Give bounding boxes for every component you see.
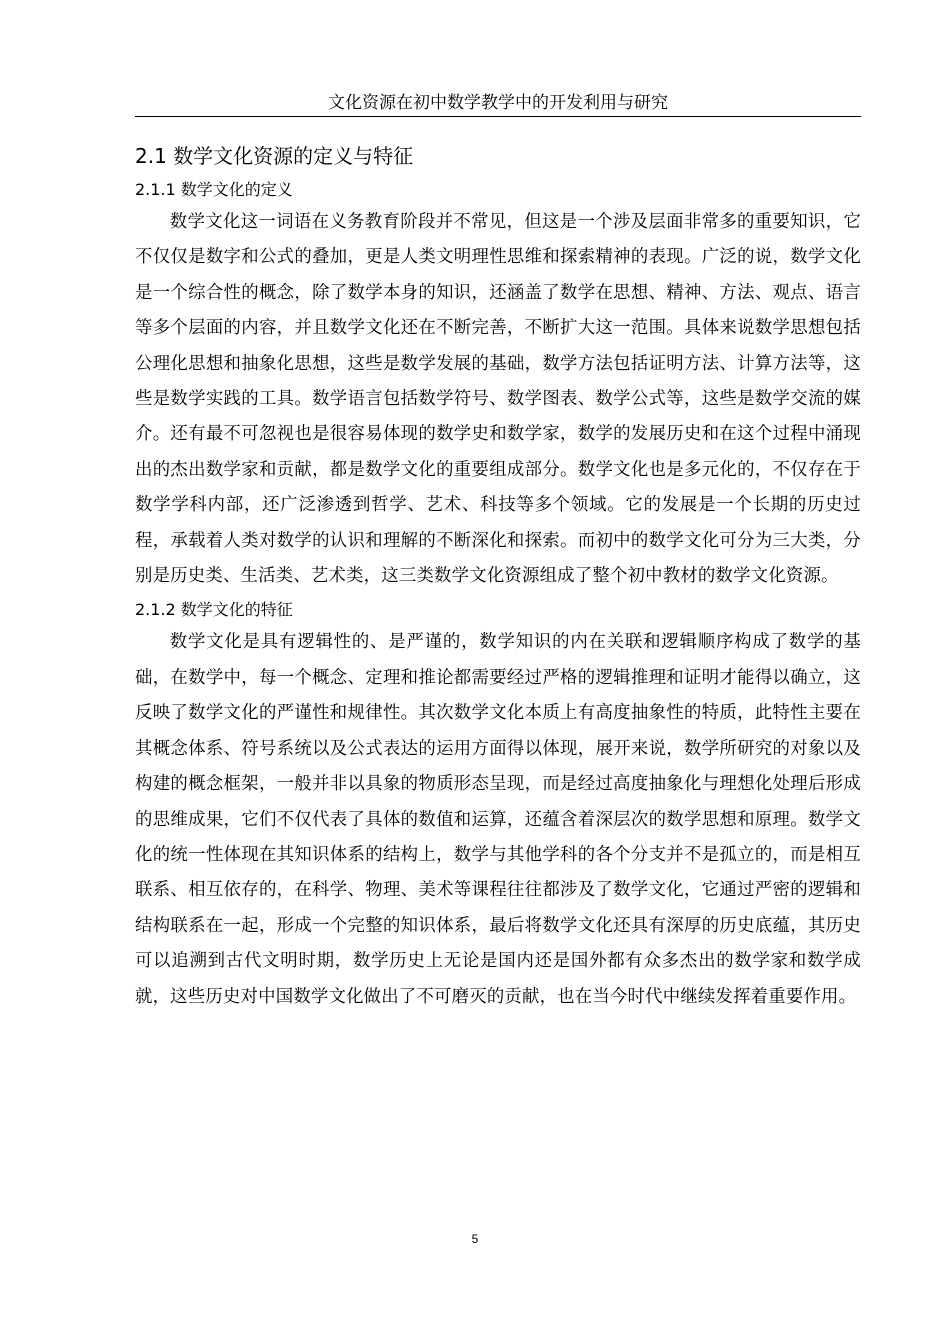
subsection-heading-features: 2.1.2 数学文化的特征: [135, 600, 293, 620]
paragraph-definition: 数学文化这一词语在义务教育阶段并不常见，但这是一个涉及层面非常多的重要知识，它不仅仅是数字和公式的叠加，更是人类文明理性思维和探索精神的表现。广泛的说，数学文化是一个综合性的概念，除了数学本身的知识，还涵盖了数学在思想、精神、方法、观点、语言等多个层面的内容，并且数学文化还在不断完善，不断扩大这一范围。具体来说数学思想包括公理化思想和抽象化思想，这些是数学发展的基础，数学方法包括证明方法、计算方法等，这些是数学实践的工具。数学语言包括数学符号、数学图表、数学公式等，这些是数学交流的媒介。还有最不可忽视也是很容易体现的数学史和数学家，数学的发展历史和在这个过程中涌现出的杰出数学家和贡献，都是数学文化的重要组成部分。数学文化也是多元化的，不仅存在于数学学科内部，还广泛渗透到哲学、艺术、科技等多个领域。它的发展是一个长期的历史过程，承载着人类对数学的认识和理解的不断深化和探索。而初中的数学文化可分为三大类，分别是历史类、生活类、艺术类，这三类数学文化资源组成了整个初中教材的数学文化资源。: [135, 212, 861, 587]
page-content: [135, 142, 861, 1019]
paragraph-features: 数学文化是具有逻辑性的、是严谨的，数学知识的内在关联和逻辑顺序构成了数学的基础，在数学中，每一个概念、定理和推论都需要经过严格的逻辑推理和证明才能得以确立，这反映了数学文化的严谨性和规律性。其次数学文化本质上有高度抽象性的特质，此特性主要在其概念体系、符号系统以及公式表达的运用方面得以体现，展开来说，数学所研究的对象以及构建的概念框架，一般并非以具象的物质形态呈现，而是经过高度抽象化与理想化处理后形成的思维成果，它们不仅代表了具体的数值和运算，还蕴含着深层次的数学思想和原理。数学文化的统一性体现在其知识体系的结构上，数学与其他学科的各个分支并不是孤立的，而是相互联系、相互依存的，在科学、物理、美术等课程往往都涉及了数学文化，它通过严密的逻辑和结构联系在一起，形成一个完整的知识体系，最后将数学文化还具有深厚的历史底蕴，其历史可以追溯到古代文明时期，数学历史上无论是国内还是国外都有众多杰出的数学家和数学成就，这些历史对中国数学文化做出了不可磨灭的贡献，也在当今时代中继续发挥着重要作用。: [135, 632, 861, 1007]
subsection-heading-definition: 2.1.1 数学文化的定义: [135, 180, 293, 199]
section-heading: 2.1 数学文化资源的定义与特征: [135, 144, 414, 168]
running-header: [135, 92, 861, 117]
running-header-title: 文化资源在初中数学教学中的开发利用与研究: [328, 93, 668, 113]
page-number: 5: [471, 1232, 479, 1246]
